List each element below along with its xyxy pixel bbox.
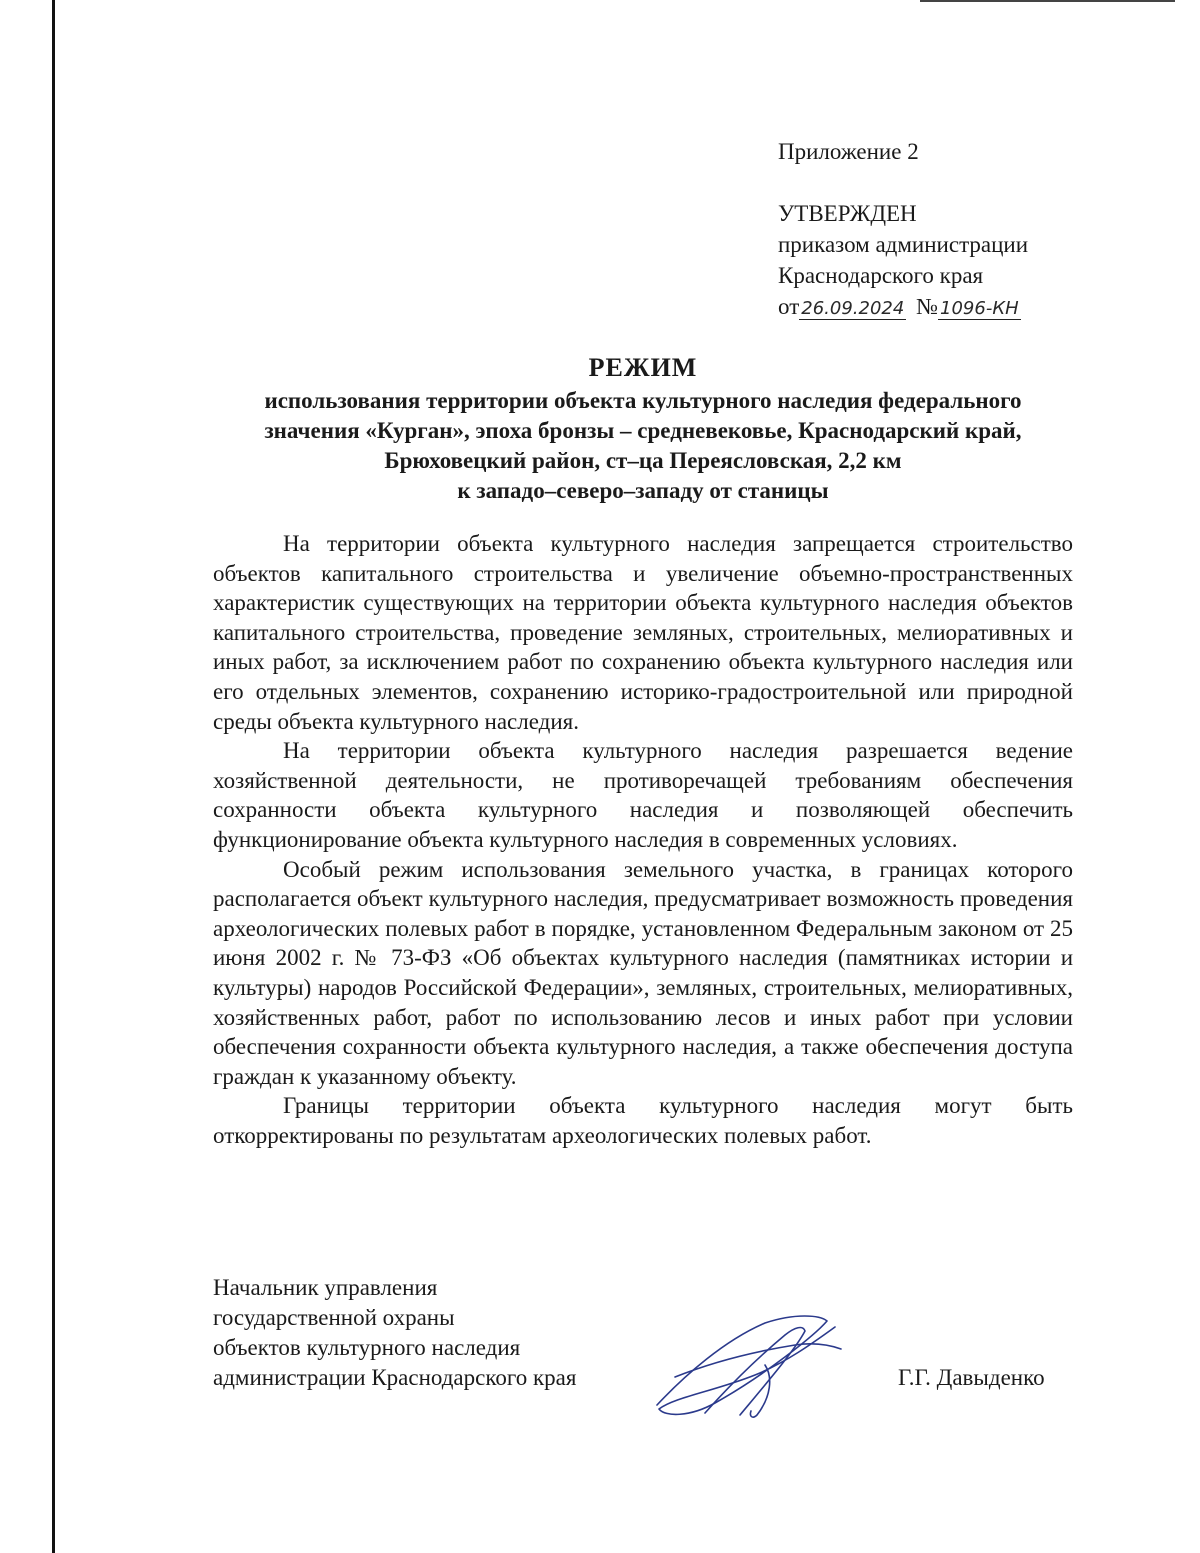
signatory-name: Г.Г. Давыденко (898, 1365, 1045, 1390)
position-line: администрации Краснодарского края (213, 1365, 577, 1390)
appendix-label: Приложение 2 (778, 139, 919, 164)
approved-by-line-2: Краснодарского края (778, 263, 984, 288)
title-line: к западо–северо–западу от станицы (457, 478, 829, 503)
approval-stamp-block (778, 136, 1028, 322)
signatory-position (213, 1273, 576, 1393)
document-title-block (213, 350, 1073, 506)
body-paragraph: Границы территории объекта культурного наследия могут быть откорректированы по результатам археологических полевых работ. (213, 1093, 1073, 1148)
handwritten-date: 26.09.2024 (801, 298, 905, 319)
position-line: Начальник управления (213, 1275, 438, 1300)
date-prefix: от (778, 294, 800, 319)
position-line: объектов культурного наследия (213, 1335, 521, 1360)
title-line: значения «Курган», эпоха бронзы – средневековье, Краснодарский край, (264, 418, 1022, 443)
handwritten-signature (645, 1305, 855, 1425)
order-date-number-line (778, 291, 1028, 322)
title-line: использования территории объекта культурного наследия федерального (264, 388, 1022, 413)
page-top-edge-mark (920, 0, 1175, 2)
body-paragraph: На территории объекта культурного наследия разрешается ведение хозяйственной деятельности, не противоречащей требованиям обеспечения сохранности объекта культурного наследия и позволяющей обеспечить функционирование объекта культурного наследия в современных условиях. (213, 738, 1073, 852)
approved-by-line-1: приказом администрации (778, 232, 1029, 257)
number-prefix: № (916, 294, 939, 319)
title-line: Брюховецкий район, ст–ца Переясловская, 2,2 км (384, 448, 902, 473)
document-title: РЕЖИМ (588, 353, 698, 382)
body-paragraph: Особый режим использования земельного участка, в границах которого располагается объект культурного наследия, предусматривает возможность проведения археологических полевых работ в порядке, установленном Федеральным законом от 25 июня 2002 г. № 73-ФЗ «Об объектах культурного наследия (памятниках истории и культуры) народов Российской Федерации», земляных, строительных, мелиоративных, хозяйственных работ, работ по использованию лесов и иных работ при условии обеспечения сохранности объекта культурного наследия, а также обеспечения доступа граждан к указанному объекту. (213, 856, 1073, 1089)
document-body (213, 529, 1073, 1150)
body-paragraph: На территории объекта культурного наследия запрещается строительство объектов капитального строительства и увеличение объемно-пространственных характеристик существующих на территории объекта культурного наследия объектов капитального строительства, проведение земляных, строительных, мелиоративных и иных работ, за исключением работ по сохранению объекта культурного наследия или его отдельных элементов, сохранению историко-градостроительной или природной среды объекта культурного наследия. (213, 531, 1073, 734)
position-line: государственной охраны (213, 1305, 455, 1330)
handwritten-order-number: 1096-КН (940, 298, 1019, 319)
page-left-edge-line (52, 0, 55, 1553)
approved-label: УТВЕРЖДЕН (778, 201, 917, 226)
